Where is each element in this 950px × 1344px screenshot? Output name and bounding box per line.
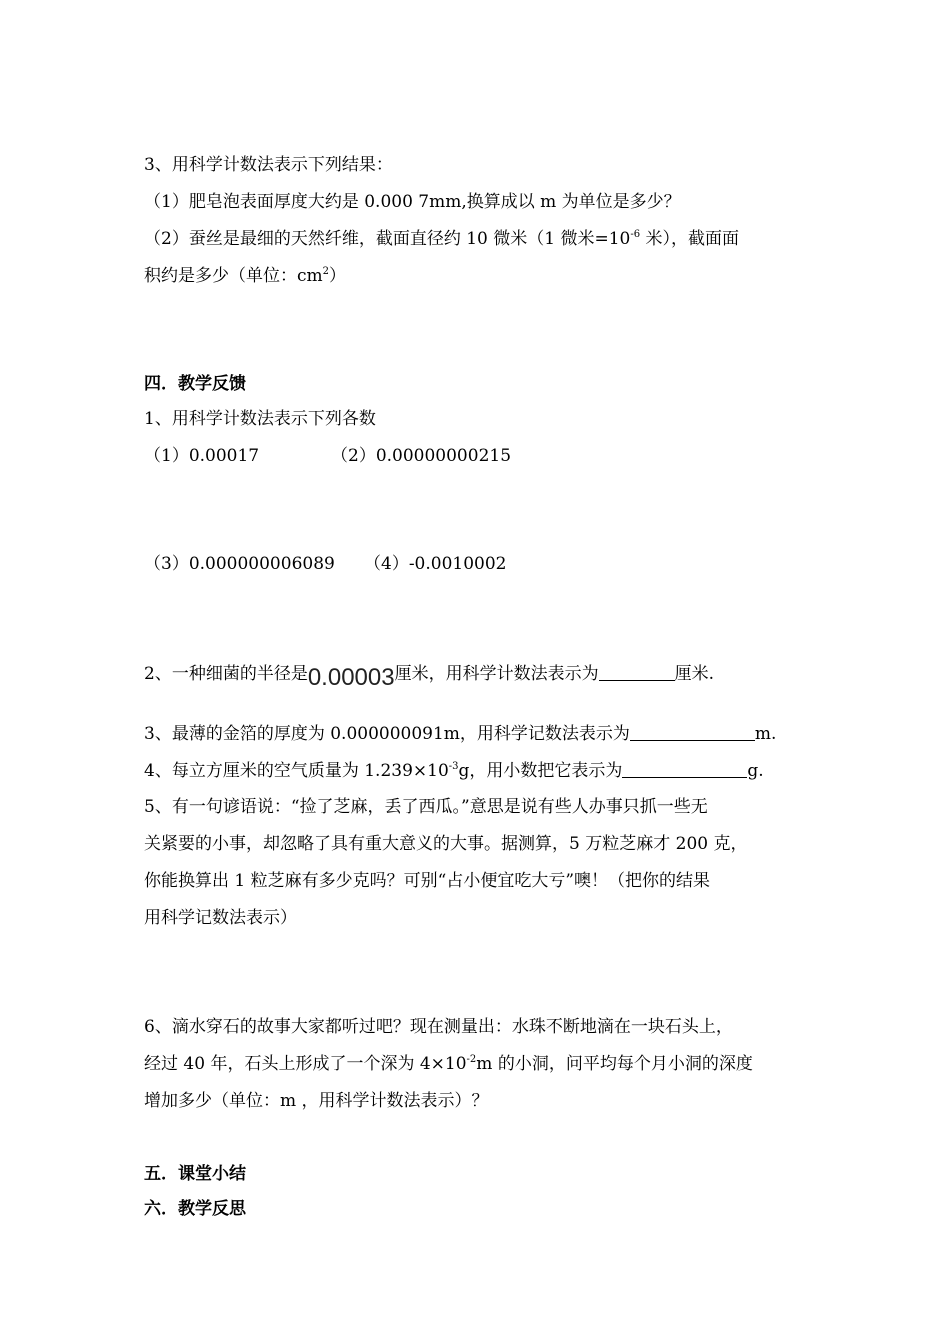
section3-q2-line1 — [144, 229, 739, 249]
p5-line1: 5、有一句谚语说：“捡了芝麻，丢了西瓜。”意思是说有些人办事只抓一些无 — [144, 797, 708, 817]
p5-line4: 用科学记数法表示） — [144, 908, 297, 928]
p6-line1: 6、滴水穿石的故事大家都听过吧？现在测量出：水珠不断地滴在一块石头上， — [144, 1017, 733, 1037]
p2-number: 0.00003 — [307, 664, 395, 691]
q2-text-d: ） — [329, 266, 347, 286]
p3-text-a: 3、最薄的金箔的厚度为 0.000000091m，用科学记数法表示为 — [144, 724, 630, 744]
q2-exponent-2: 2 — [322, 266, 330, 277]
p6-line2 — [144, 1054, 753, 1074]
p4-text-c: g. — [747, 761, 764, 781]
p6-text-a: 经过 40 年，石头上形成了一个深为 4×10 — [144, 1054, 467, 1074]
section6-title: 六．教学反思 — [144, 1199, 246, 1219]
p4-answer-blank[interactable] — [622, 761, 747, 778]
p2-line — [144, 664, 714, 691]
p2-text-c: 厘米. — [674, 664, 714, 684]
p6-line3: 增加多少（单位：m ，用科学计数法表示）？ — [144, 1091, 489, 1111]
p1-item-3: （3）0.000000006089 — [144, 554, 335, 574]
p3-line — [144, 724, 776, 744]
p4-line — [144, 761, 764, 781]
p4-text-b: g，用小数把它表示为 — [458, 761, 623, 781]
section4-title: 四．教学反馈 — [144, 374, 246, 394]
p6-exponent: -2 — [466, 1054, 477, 1065]
p1-item-2: （2）0.00000000215 — [331, 446, 512, 466]
p4-text-a: 4、每立方厘米的空气质量为 1.239×10 — [144, 761, 449, 781]
p5-line3: 你能换算出 1 粒芝麻有多少克吗？可别“占小便宜吃大亏”噢！（把你的结果 — [144, 871, 711, 891]
section3-q2-line2 — [144, 266, 346, 286]
p2-answer-blank[interactable] — [599, 664, 675, 681]
p1-item-1: （1）0.00017 — [144, 446, 260, 466]
p6-text-b: m 的小洞，问平均每个月小洞的深度 — [476, 1054, 753, 1074]
section3-q1: （1）肥皂泡表面厚度大约是 0.000 7mm,换算成以 m 为单位是多少？ — [144, 192, 681, 212]
p5-line2: 关紧要的小事，却忽略了具有重大意义的大事。据测算，5 万粒芝麻才 200 克， — [144, 834, 748, 854]
q2-exponent: -6 — [630, 229, 641, 240]
q2-text-c: 积约是多少（单位：cm — [144, 266, 323, 286]
p2-text-a: 2、一种细菌的半径是 — [144, 664, 308, 684]
p1-heading: 1、用科学计数法表示下列各数 — [144, 409, 376, 429]
p3-text-b: m. — [754, 724, 777, 744]
p3-answer-blank[interactable] — [630, 724, 755, 741]
p4-exponent: -3 — [448, 761, 459, 772]
section3-heading: 3、用科学计数法表示下列结果： — [144, 155, 393, 175]
section5-title: 五．课堂小结 — [144, 1164, 246, 1184]
q2-text-a: （2）蚕丝是最细的天然纤维，截面直径约 10 微米（1 微米=10 — [144, 229, 631, 249]
p2-text-b: 厘米，用科学计数法表示为 — [394, 664, 599, 684]
p1-item-4: （4）-0.0010002 — [364, 554, 507, 574]
q2-text-b: 米），截面面 — [640, 229, 740, 249]
